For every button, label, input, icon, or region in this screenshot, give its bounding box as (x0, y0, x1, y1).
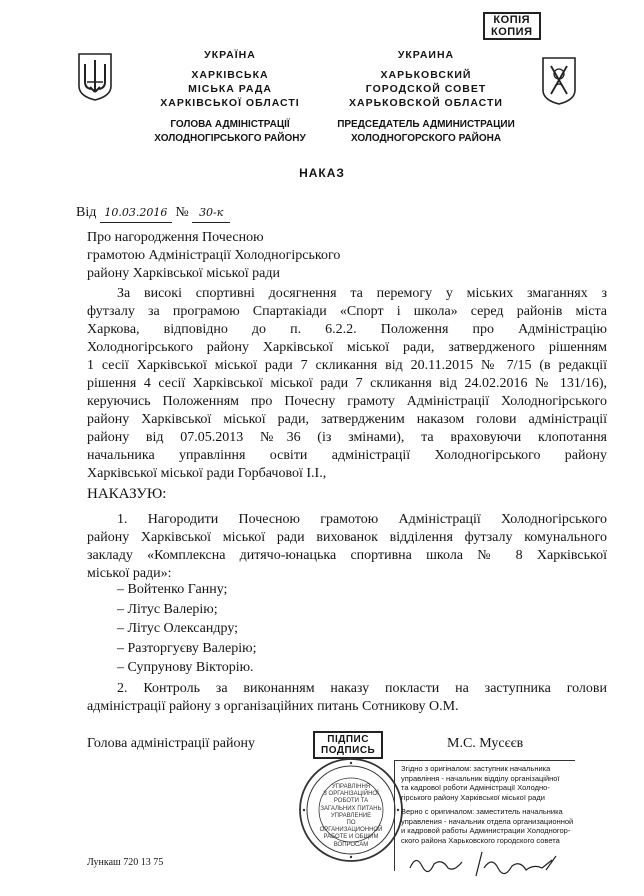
header-ua-office2: ХОЛОДНОГІРСЬКОГО РАЙОНУ (154, 133, 306, 144)
list-item: – Разторгуєву Валерію; (117, 640, 257, 656)
seal-text-line: РОБОТИ ТА (333, 798, 369, 805)
seal-text-line: З ОРГАНІЗАЦІЙНОЇ (323, 791, 379, 798)
seal-text-line: ЗАГАЛЬНИХ ПИТАНЬ (320, 805, 382, 812)
certification-line: та кадрової роботи Адміністрації Холодно- (401, 783, 550, 792)
header-ua-city2: МІСЬКА РАДА (188, 83, 272, 95)
header-ru-city3: ХАРЬКОВСКОЙ ОБЛАСТИ (349, 97, 503, 109)
certification-line: гірського району Харківської міської ради (401, 792, 545, 802)
signature-name: М.С. Мусєєв (447, 736, 524, 751)
subject-line: грамотою Адміністрації Холодногірського (87, 248, 341, 263)
subject-line: району Харківської міської ради (87, 266, 280, 281)
preamble-line: футзалу за програмою Спартакіади «Спорт і школа» серед районів міста (87, 304, 607, 319)
certification-text (395, 761, 575, 845)
header-ua-country: УКРАЇНА (204, 49, 256, 61)
header-ru-office (318, 118, 534, 146)
order-word: НАКАЗУЮ: (87, 486, 167, 502)
signature-stamp (313, 731, 383, 759)
item-1-line: закладу «Комплексна дитячо-юнацька спортивна школа № 8 Харківської (87, 548, 607, 563)
signature-stamp-line1: ПІДПИС (327, 734, 369, 745)
list-item: – Літус Валерію; (117, 601, 218, 617)
preamble-line: району Харківської міської ради, затвердженим наказом голови адміністрації (87, 412, 607, 427)
seal-text-line: ВОПРОСАМ (333, 841, 369, 848)
header-ru (322, 48, 530, 110)
certification-line: Верно с оригиналом: заместитель начальника (401, 807, 563, 816)
header-ua (130, 48, 330, 110)
list-item: – Літус Олександру; (117, 621, 239, 636)
trident-emblem-icon (76, 52, 114, 102)
date-value: 10.03.2016 (104, 206, 168, 219)
header-ru-office1: ПРЕДСЕДАТЕЛЬ АДМИНИСТРАЦИИ (337, 119, 515, 130)
item-1-line: міської ради»: (87, 566, 172, 581)
copy-stamp (483, 12, 541, 40)
certification-line: Згідно з оригіналом: заступник начальника (401, 764, 551, 773)
certification-line: управления - начальник отдела организационной (401, 816, 574, 826)
date-line (76, 204, 230, 223)
list-item: – Супрунову Вікторію. (117, 660, 254, 675)
item-1-line: 1. Нагородити Почесною грамотою Адміністрації Холодногірського (117, 512, 607, 527)
certification-line: и кадровой работы Администрации Холодногор- (401, 826, 571, 835)
number-value: 30-к (199, 206, 224, 219)
preamble-line: рішення 4 сесії Харківської міської ради 7 скликання від 24.02.2016 № 131/16), (87, 376, 607, 391)
certification-line: управління - начальник відділу організаційної (401, 773, 560, 783)
signature-stamp-line2: ПОДПИСЬ (321, 745, 376, 756)
preamble-line: 1 сесії Харківської міської ради 7 скликання від 20.11.2015 № 7/15 (в редакції (87, 358, 607, 373)
preamble-line: Харківської міської ради Горбачової І.І., (87, 466, 327, 481)
preamble-line: За високі спортивні досягнення та перемогу у міських змаганнях з (117, 286, 607, 301)
preamble-line: Харкова, відповідно до п. 6.2.2. Положення про Адміністрацію (87, 322, 607, 337)
header-ua-city3: ХАРКІВСЬКОЇ ОБЛАСТІ (160, 97, 300, 109)
seal-text-line: РАБОТЕ И ОБЩИМ (323, 834, 379, 841)
item-2-line: 2. Контроль за виконанням наказу покласти на заступника голови (117, 681, 607, 696)
seal-text-line: ПО ОРГАНИЗАЦИОННОЙ (319, 820, 383, 834)
header-ua-city1: ХАРКІВСЬКА (191, 69, 269, 81)
copy-stamp-line2: КОПИЯ (491, 26, 533, 38)
signature-position: Голова адміністрації району (87, 736, 255, 751)
preamble-line: начальника управління освіти адміністрації Холодногірського району (87, 448, 607, 463)
preamble-line: району від 07.05.2013 №36 (із змінами), та враховуючи клопотання (87, 430, 607, 445)
number-label: № (175, 205, 189, 220)
item-1-line: району Харківської міської ради вихованок відділення футзалу комунального (87, 530, 607, 545)
header-ru-city1: ХАРЬКОВСКИЙ (380, 69, 472, 81)
header-ru-office2: ХОЛОДНОГОРСКОГО РАЙОНА (350, 133, 502, 144)
item-2 (87, 680, 607, 716)
preamble (87, 285, 607, 483)
footer-executor: Лункаш 720 13 75 (87, 857, 164, 868)
header-ru-country: УКРАИНА (397, 49, 455, 61)
header-ua-office (130, 118, 330, 146)
subject (87, 229, 340, 283)
item-1 (87, 511, 607, 583)
item-2-line: адміністрації району з організаційних питань Сотникову О.М. (87, 699, 459, 714)
copy-stamp-line1: КОПІЯ (493, 14, 531, 26)
kharkiv-emblem-icon (541, 56, 577, 106)
date-from-label: Від (76, 205, 97, 220)
seal-inner-text (318, 784, 384, 849)
seal-text-line: УПРАВЛІННЯ (331, 784, 371, 790)
awardee-list (117, 580, 256, 678)
preamble-line: Холодногірського району Харківської міської ради, затвердженого рішенням (87, 340, 607, 355)
seal-text-line: УПРАВЛЕНИЕ (330, 812, 372, 819)
header-ua-office1: ГОЛОВА АДМІНІСТРАЦІЇ (170, 119, 290, 130)
header-ru-city2: ГОРОДСКОЙ СОВЕТ (365, 83, 487, 95)
preamble-line: керуючись Положенням про Почесну грамоту Адміністрації Холодногірського (87, 394, 607, 409)
list-item: – Войтенко Ганну; (117, 582, 228, 597)
subject-line: Про нагородження Почесною (87, 230, 264, 245)
document-title: НАКАЗ (299, 166, 345, 180)
handwritten-signature (406, 846, 566, 880)
certification-line: ского района Харьковского городского совета (401, 835, 560, 845)
